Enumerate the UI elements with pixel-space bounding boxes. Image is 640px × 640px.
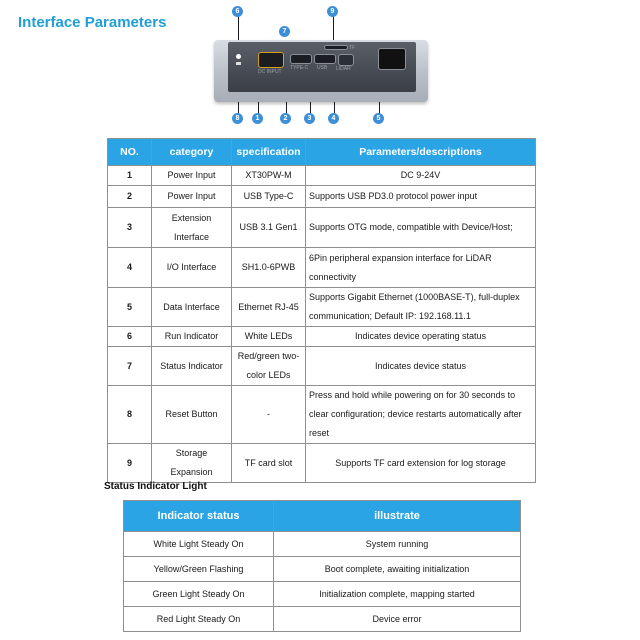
port-label: TYPE-C — [290, 65, 309, 71]
category-cell: Status Indicator — [152, 347, 232, 386]
table-row — [108, 444, 536, 483]
table-row — [108, 327, 536, 347]
callout-badge: 9 — [327, 6, 338, 17]
specification-cell: USB 3.1 Gen1 — [232, 208, 306, 248]
callout-badge: 5 — [373, 113, 384, 124]
description-cell: Indicates device status — [306, 347, 536, 386]
indicator-status-cell: Red Light Steady On — [124, 607, 274, 632]
row-number: 6 — [108, 327, 152, 347]
rj45-port — [378, 48, 406, 70]
indicator-status-cell: White Light Steady On — [124, 532, 274, 557]
column-header: Parameters/descriptions — [306, 139, 536, 166]
specification-cell: - — [232, 386, 306, 444]
port-label: USB — [317, 65, 328, 71]
table-row — [108, 208, 536, 248]
table-row — [108, 347, 536, 386]
column-header: category — [152, 139, 232, 166]
callout-badge: 7 — [279, 26, 290, 37]
table-row — [108, 386, 536, 444]
specification-cell: Red/green two-color LEDs — [232, 347, 306, 386]
table-row — [124, 582, 521, 607]
category-cell: Power Input — [152, 166, 232, 186]
device-body — [214, 40, 428, 102]
xt30-power-port — [258, 52, 284, 68]
status-indicator-table — [123, 500, 521, 632]
description-cell: DC 9-24V — [306, 166, 536, 186]
column-header: NO. — [108, 139, 152, 166]
page-title: Interface Parameters — [18, 14, 167, 31]
status-section-title: Status Indicator Light — [104, 481, 207, 492]
row-number: 2 — [108, 186, 152, 208]
callout-badge: 6 — [232, 6, 243, 17]
category-cell: Power Input — [152, 186, 232, 208]
device-front-panel — [228, 42, 416, 92]
row-number: 1 — [108, 166, 152, 186]
leader-line — [238, 16, 239, 42]
specification-cell: USB Type-C — [232, 186, 306, 208]
callout-badge: 4 — [328, 113, 339, 124]
row-number: 8 — [108, 386, 152, 444]
table-row — [124, 532, 521, 557]
row-number: 4 — [108, 248, 152, 288]
category-cell: Extension Interface — [152, 208, 232, 248]
description-cell: 6Pin peripheral expansion interface for LiDAR connectivity — [306, 248, 536, 288]
run-led — [236, 54, 241, 59]
table-row — [108, 166, 536, 186]
column-header: illustrate — [274, 501, 521, 532]
specification-cell: TF card slot — [232, 444, 306, 483]
interface-parameters-table — [107, 138, 536, 483]
callout-badge: 2 — [280, 113, 291, 124]
column-header: specification — [232, 139, 306, 166]
usb-type-c-port — [290, 54, 312, 64]
port-label: TF — [349, 45, 356, 51]
row-number: 3 — [108, 208, 152, 248]
indicator-status-cell: Green Light Steady On — [124, 582, 274, 607]
lidar-port — [338, 54, 354, 66]
description-cell: Supports OTG mode, compatible with Device/Host; — [306, 208, 536, 248]
illustrate-cell: Initialization complete, mapping started — [274, 582, 521, 607]
column-header: Indicator status — [124, 501, 274, 532]
specification-cell: White LEDs — [232, 327, 306, 347]
table-row — [124, 557, 521, 582]
row-number: 9 — [108, 444, 152, 483]
illustrate-cell: System running — [274, 532, 521, 557]
table-row — [108, 288, 536, 327]
category-cell: Storage Expansion — [152, 444, 232, 483]
port-label: LIDAR — [336, 66, 351, 72]
table-header-row — [124, 501, 521, 532]
callout-badge: 8 — [232, 113, 243, 124]
callout-badge: 3 — [304, 113, 315, 124]
table-row — [108, 186, 536, 208]
table-row — [108, 248, 536, 288]
specification-cell: SH1.0-6PWB — [232, 248, 306, 288]
description-cell: Supports USB PD3.0 protocol power input — [306, 186, 536, 208]
callout-badge: 1 — [252, 113, 263, 124]
description-cell: Press and hold while powering on for 30 seconds to clear configuration; device restarts automatically after reset — [306, 386, 536, 444]
status-led — [236, 62, 241, 65]
category-cell: Run Indicator — [152, 327, 232, 347]
description-cell: Indicates device operating status — [306, 327, 536, 347]
category-cell: I/O Interface — [152, 248, 232, 288]
specification-cell: XT30PW-M — [232, 166, 306, 186]
description-cell: Supports Gigabit Ethernet (1000BASE-T), full-duplex communication; Default IP: 192.168.11.1 — [306, 288, 536, 327]
usb-port — [314, 54, 336, 64]
description-cell: Supports TF card extension for log storage — [306, 444, 536, 483]
device-illustration — [0, 0, 640, 130]
illustrate-cell: Boot complete, awaiting initialization — [274, 557, 521, 582]
specification-cell: Ethernet RJ-45 — [232, 288, 306, 327]
tf-card-slot — [324, 45, 348, 50]
indicator-status-cell: Yellow/Green Flashing — [124, 557, 274, 582]
category-cell: Reset Button — [152, 386, 232, 444]
illustrate-cell: Device error — [274, 607, 521, 632]
row-number: 5 — [108, 288, 152, 327]
port-label: DC INPUT — [258, 69, 282, 75]
row-number: 7 — [108, 347, 152, 386]
category-cell: Data Interface — [152, 288, 232, 327]
table-header-row — [108, 139, 536, 166]
table-row — [124, 607, 521, 632]
